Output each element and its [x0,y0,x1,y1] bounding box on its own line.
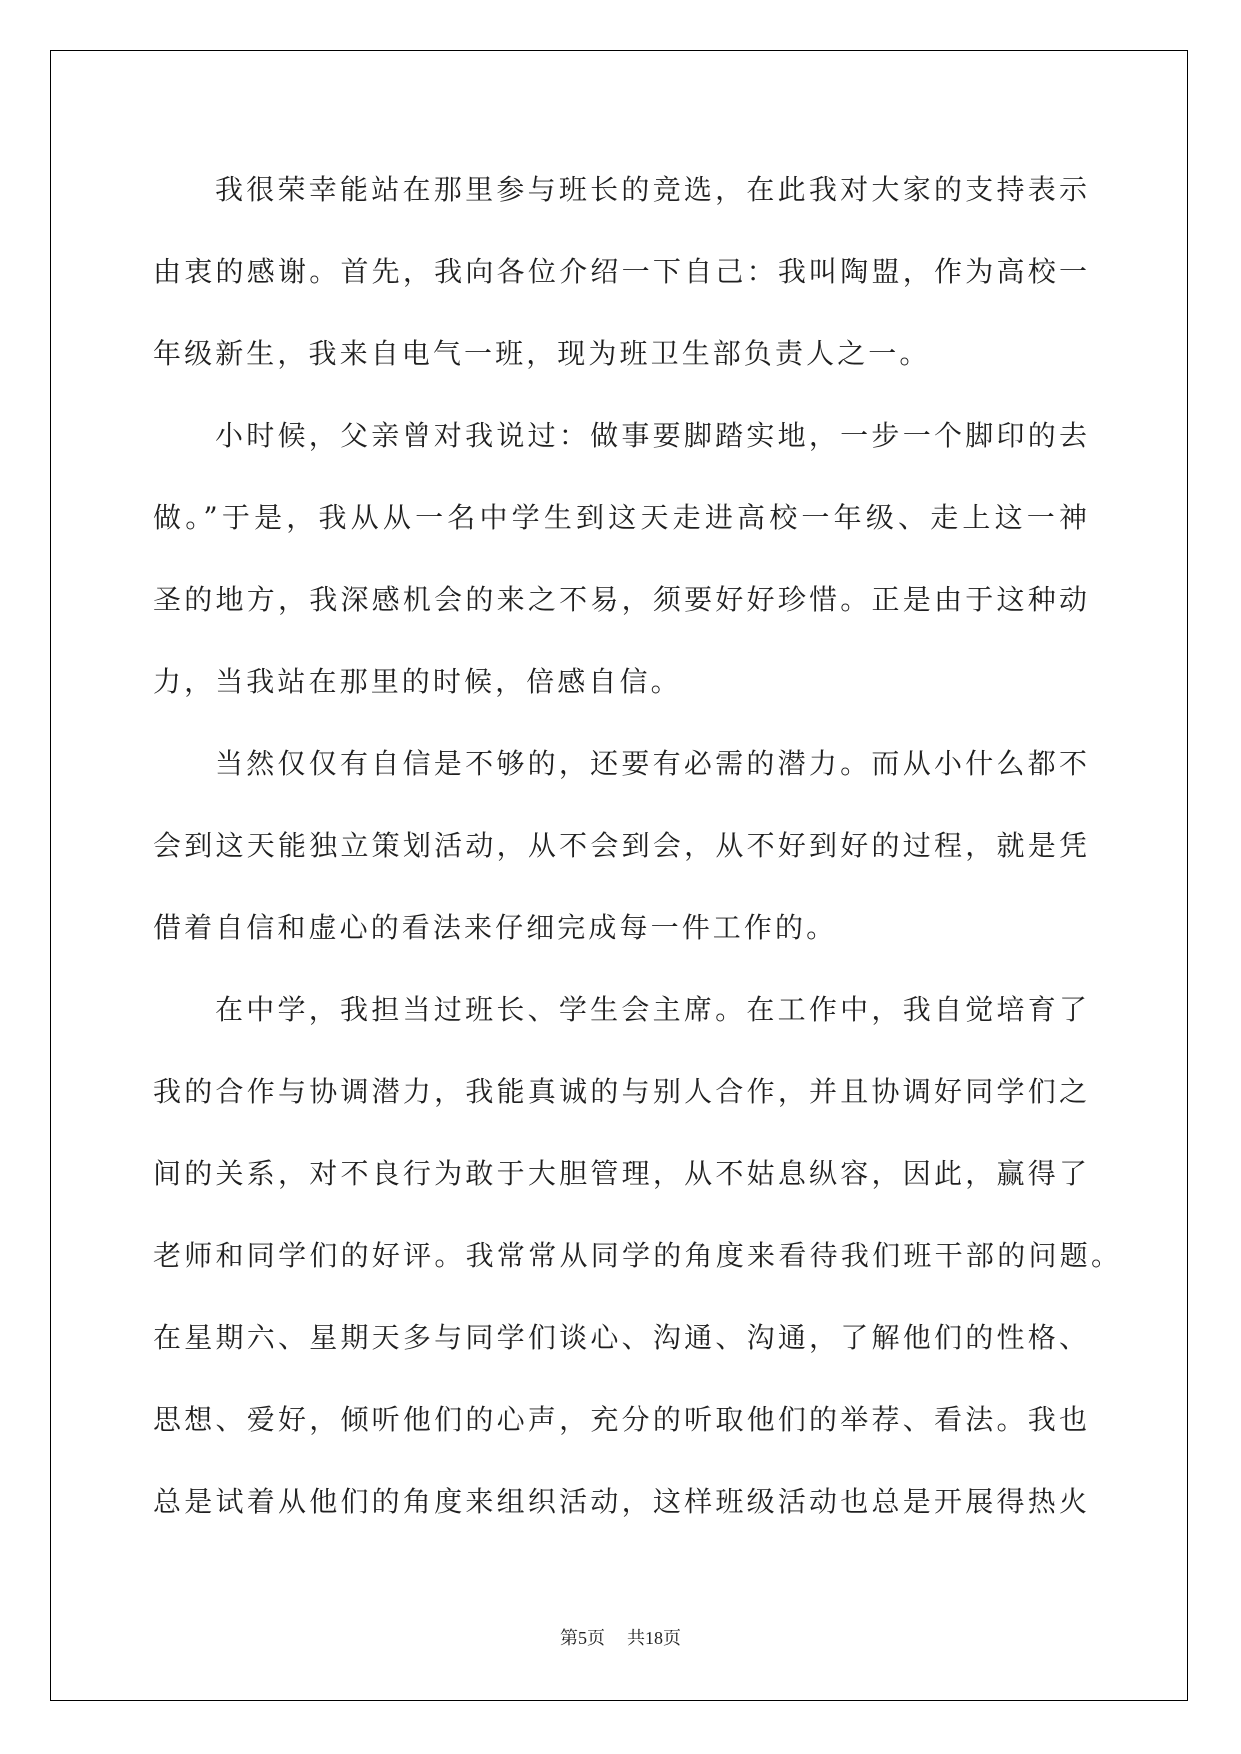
text-line: 借着自信和虚心的看法来仔细完成每一件工作的。 [153,911,838,944]
text-line: 在中学，我担当过班长、学生会主席。在工作中，我自觉培育了 [215,993,1087,1026]
text-line: 力，当我站在那里的时候，倍感自信。 [153,665,682,698]
text-line: 由衷的感谢。首先，我向各位介绍一下自己：我叫陶盟，作为高校一 [153,255,1087,288]
text-line: 小时候，父亲曾对我说过：做事要脚踏实地，一步一个脚印的去 [215,419,1087,452]
paragraph [153,723,1087,969]
text-line: 做。”于是，我从从一名中学生到这天走进高校一年级、走上这一神 [153,501,1087,534]
text-line: 我很荣幸能站在那里参与班长的竞选，在此我对大家的支持表示 [215,173,1087,206]
text-line: 老师和同学们的好评。我常常从同学的角度来看待我们班干部的问题。 [153,1239,1119,1272]
text-line: 思想、爱好，倾听他们的心声，充分的听取他们的举荐、看法。我也 [153,1403,1087,1436]
text-line: 圣的地方，我深感机会的来之不易，须要好好珍惜。正是由于这种动 [153,583,1087,616]
text-line: 间的关系，对不良行为敢于大胆管理，从不姑息纵容，因此，赢得了 [153,1157,1087,1190]
page-number: 第5页 [560,1628,605,1648]
text-line: 当然仅仅有自信是不够的，还要有必需的潜力。而从小什么都不 [215,747,1087,780]
text-line: 会到这天能独立策划活动，从不会到会，从不好到好的过程，就是凭 [153,829,1087,862]
page-footer [0,1624,1241,1652]
paragraph [153,395,1087,723]
paragraph [153,969,1119,1543]
text-line: 总是试着从他们的角度来组织活动，这样班级活动也总是开展得热火 [153,1485,1087,1518]
text-line: 我的合作与协调潜力，我能真诚的与别人合作，并且协调好同学们之 [153,1075,1087,1108]
page-total: 共18页 [627,1628,681,1648]
text-line: 年级新生，我来自电气一班，现为班卫生部负责人之一。 [153,337,931,370]
paragraph [153,149,1087,395]
document-body [153,149,1119,1543]
text-line: 在星期六、星期天多与同学们谈心、沟通、沟通，了解他们的性格、 [153,1321,1087,1354]
